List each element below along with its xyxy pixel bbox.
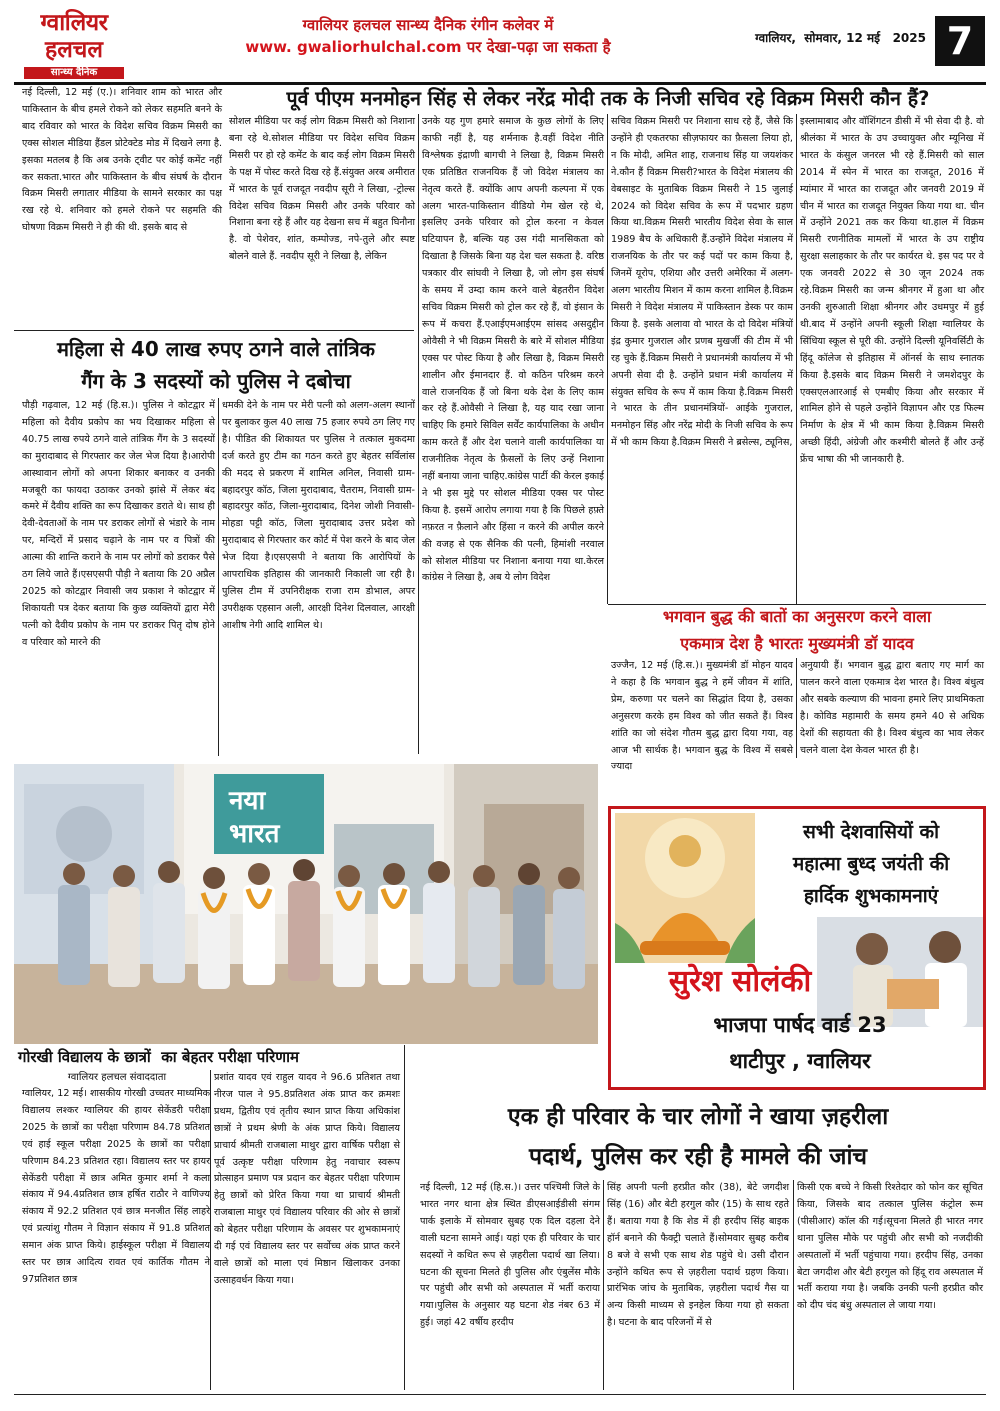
poison-headline-2: पदार्थ, पुलिस कर रही है मामले की जांच <box>528 1144 868 1170</box>
tantrik-col-2: धमकी देने के नाम पर मेरी पत्नी को अलग-अलग स्थानों पर बुलाकर कुल 40 लाख 75 हजार रुपये ठग लिए गए है। पीडित की शिकायत पर पुलिस ने तत्काल मुकदमा दर्ज करते हुए टीम का गठन करते हुए बेहतर सर्विलांस की मदद से प्रकरण में शामिल अनिल, निवासी ग्राम-बहादरपुर कॉठ, जिला मुरादाबाद, चैतराम, निवासी ग्राम-बहादरपुर कॉठ, जिला-मुरादाबाद, दिनेश जोशी निवासी-मोहडा पट्टी कॉठ, जिला मुरादाबाद उत्तर प्रदेश को मुरादाबाद से गिरफ्तार कर कोर्ट में पेश करने के बाद जेल भेज दिया है।एसएसपी ने बताया कि आरोपियों के आपराधिक इतिहास की जानकारी निकाली जा रही है। पुलिस टीम में उपनिरीक्षक राजा राम डोभाल, अपर उपरीक्षक एहसान अली, आरक्षी दिनेश दिलवाल, आरक्षी आशीष नेगी आदि शामिल थे। <box>222 400 415 631</box>
tantrik-col-1: पौड़ी गढ़वाल, 12 मई (हि.स.)। पुलिस ने कोटद्वार में महिला को दैवीय प्रकोप का भय दिखाकर महिला से 40.75 लाख रुपये ठगने वाले तांत्रिक गैंग के 3 सदस्यों का मुरादाबाद से गिरफ्तार कर जेल भेज दिया है।आरोपी आस्थावान लोगों को अपना शिकार बनाकर व उनकी मजबूरी का फायदा उठाकर उनको झांसे में लेकर बंद कमरे में दैवीय शक्ति का रूप दिखाकर डराते थे। साथ ही देवी-देवताओं के नाम पर डराकर लोगों से भंडारे के नाम पर, मन्दिरों में प्रसाद चढ़ाने के नाम पर व पित्रों की आत्मा की शान्ति कराने के नाम पर लोगों को डराकर पैसे ठग लिये जाते हैं।एसएसपी पौड़ी ने बताया कि 20 अप्रैल 2025 को कोटद्वार निवासी जय प्रकाश ने कोटद्वार में शिकायती पत्र देकर बताया कि कुछ व्यक्तियों द्वारा मेरी पत्नी को दैवीय प्रकोप के नाम पर डराकर पितृ दोष होने व परिवार को मारने की <box>22 400 215 648</box>
school-photo-svg <box>14 764 598 1044</box>
rule-tantrik-top <box>14 330 414 331</box>
tantrik-headline-1: महिला से 40 लाख रुपए ठगने वाले तांत्रिक <box>56 337 376 361</box>
promo-line1: ग्वालियर हलचल सान्ध्य दैनिक रंगीन कलेवर में <box>302 16 554 34</box>
school-col-1: ग्वालियर, 12 मई। शासकीय गोरखी उच्चतर माध्यमिक विद्यालय लश्कर ग्वालियर की हायर सेकेंडरी परीक्षा 2025 के छात्रों का परीक्षा परिणाम 84.78 प्रतिशत एवं हाई स्कूल परीक्षा 2025 के छात्रों का परीक्षा परिणाम 84.23 प्रतिशत रहा। विद्यालय स्तर पर हायर सेकेंडरी परीक्षा में छात्र अमित कुमार शर्मा ने कला संकाय में 94.4प्रतिशत छात्र हर्षित राठौर ने वाणिज्य संकाय में 92.2 प्रतिशत एवं छात्र मनजीत सिंह लाहरे एवं प्रत्यांशु गौतम ने विज्ञान संकाय में 91.8 प्रतिशत समान अंक प्राप्त किये। हाईस्कूल परीक्षा में विद्यालय स्तर पर छात्र आदित्य रावत एवं कार्तिक गौतम ने 97प्रतिशत छात्र <box>22 1088 210 1285</box>
logo-line1: ग्वालियर <box>40 10 108 36</box>
misri-col-3: सचिव विक्रम मिसरी पर निशाना साध रहे हैं, जैसे कि उन्होंने ही एकतरफा सीज़फायर का फ़ैसला लिया हो, न कि मोदी, अमित शाह, राजनाथ सिंह या जयशंकर ने.कौन हैं विक्रम मिसरी?भारत के विदेश मंत्रालय की वेबसाइट के मुताबिक विक्रम मिसरी ने 15 जुलाई 2024 को विदेश सचिव के रूप में पदभार ग्रहण किया था.विक्रम मिसरी भारतीय विदेश सेवा के साल 1989 बैच के अधिकारी हैं.उन्होंने विदेश मंत्रालय में राजनयिक के तौर पर कई पदों पर काम किया है, जिनमें यूरोप, एशिया और उत्तरी अमेरिका में अलग-अलग भारतीय मिशन में काम करना शामिल है.विक्रम मिसरी ने विदेश मंत्रालय में पाकिस्तान डेस्क पर काम किया है. इसके अलावा वो भारत के दो विदेश मंत्रियों इंद्र कुमार गुजराल और प्रणब मुखर्जी की टीम में भी रह चुके हैं.विक्रम मिसरी ने प्रधानमंत्री कार्यालय में भी अपनी सेवा दी है. उन्होंने प्रधान मंत्री कार्यालय में संयुक्त सचिव के रूप में काम किया है.विक्रम मिसरी ने भारत के तीन प्रधानमंत्रियों- आईके गुजराल, मनमोहन सिंह और नरेंद्र मोदी के निजी सचिव के रूप में भी काम किया है.विक्रम मिसरी ने ब्रसेल्स, ट्यूनिस, <box>611 116 793 449</box>
school-col-2: प्रशांत यादव एवं राहुल यादव ने 96.6 प्रतिशत तथा नीरज पाल ने 95.8प्रतिशत अंक प्राप्त कर क्रमशः प्रथम, द्वितीय एवं तृतीय स्थान प्राप्त किया अधिकांश छात्रों ने प्रथम श्रेणी के अंक प्राप्त किये। विद्यालय प्राचार्य श्रीमती राजबाला माथुर द्वारा वार्षिक परीक्षा से पूर्व उत्कृष्ट परीक्षा परिणाम हेतु नवाचार स्वरूप प्रोत्साहन प्रमाण पत्र प्रदान कर बेहतर परीक्षा परिणाम हेतु छात्रों को प्रेरित किया गया था प्राचार्य श्रीमती राजबाला माथुर एवं विद्यालय परिवार की ओर से छात्रों को बेहतर परीक्षा परिणाम के अवसर पर शुभकामनाएं दी गई एवं विद्यालय स्तर पर सर्वोच्च अंक प्राप्त करने वाले छात्रों को माला एवं मिष्ठान खिलाकर उनका उत्साहवर्धन किया गया। <box>214 1072 400 1286</box>
school-byline: ग्वालियर हलचल संवाददाता <box>67 1072 167 1083</box>
poison-col-2: सिंह अपनी पत्नी हरप्रीत कौर (38), बेटे जगदीश सिंह (16) और बेटी हरगुल कौर (15) के साथ रहते हैं। बताया गया है कि शेड में ही हरदीप सिंह बाइक हॉर्न बनाने की फैक्ट्री चलाते हैं।सोमवार सुबह करीब 8 बजे वे सभी एक साथ शेड पहुंचे थे। उसी दौरान उन्होंने कथित रूप से ज़हरीला पदार्थ ग्रहण किया।प्रारंभिक जांच के मुताबिक, ज़हरीला पदार्थ गैस या अन्य किसी माध्यम से इनहेल किया गया हो सकता है। घटना के बाद परिजनों में से <box>607 1182 789 1329</box>
ad-name: सुरेश सोलंकी <box>668 964 812 999</box>
divider <box>796 114 797 604</box>
poison-col-1: नई दिल्ली, 12 मई (हि.स.)। उत्तर पश्चिमी जिले के भारत नगर थाना क्षेत्र स्थित डीएसआईडीसी संगम पार्क इलाके में सोमवार सुबह एक दिल दहला देने वाली घटना सामने आई। यहां एक ही परिवार के चार सदस्यों ने कथित रूप से ज़हरीला पदार्थ खा लिया।घटना की सूचना मिलते ही पुलिस और एंबुलेंस मौके पर पहुंची और सभी को अस्पताल में भर्ती कराया गया।पुलिस के अनुसार यह घटना शेड नंबर 63 में हुई। जहां 42 वर्षीय हरदीप <box>420 1182 600 1329</box>
misri-headline: पूर्व पीएम मनमोहन सिंह से लेकर नरेंद्र मोदी तक के निजी सचिव रहे विक्रम मिसरी कौन हैं? <box>286 87 930 110</box>
divider <box>796 658 797 758</box>
story-nd-text: नई दिल्ली, 12 मई (ए.)। शनिवार शाम को भारत और पाकिस्तान के बीच हमले रोकने को लेकर सहमति बनने के बाद रविवार को भारत के विदेश सचिव विक्रम मिसरी का एक्स सोशल मीडिया हैंडल प्रोटेक्टेड मोड में दिखने लगा है. इसका मतलब है कि अब उनके ट्वीट पर कोई कमेंट नहीं कर सकता.भारत और पाकिस्तान के बीच संघर्ष के दौरान विक्रम मिसरी लगातार मीडिया के सामने सरकार का पक्ष रख रहे थे. शनिवार को हमले रोकने पर सहमति की घोषणा विक्रम मिसरी ने ही की थी. इसके बाद से <box>22 87 222 234</box>
misri-col-1: सोशल मीडिया पर कई लोग विक्रम मिसरी को निशाना बना रहे थे.सोशल मीडिया पर विदेश सचिव विक्रम मिसरी पर हो रहे कमेंट के बाद कई लोग विक्रम मिसरी के पक्ष में पोस्ट करते दिख रहे हैं.संयुक्त अरब अमीरात में भारत के पूर्व राजदूत नवदीप सूरी ने लिखा, -ट्रोल्स विदेश सचिव विक्रम मिसरी और उनके परिवार को निशाना बना रहे हैं और यह देखना सच में बहुत घिनौना है. वो पेशेवर, शांत, कम्पोज्ड, नपे-तुले और स्पष्ट बोलने वाले हैं. नवदीप सूरी ने लिखा है, लेकिन <box>229 116 415 263</box>
logo-tagline: सान्ध्य दैनिक <box>24 67 124 79</box>
divider <box>607 114 608 604</box>
school-photo <box>14 764 598 1044</box>
buddha-col-2: अनुयायी हैं। भगवान बुद्ध द्वारा बताए गए मार्ग का पालन करने वाला एकमात्र देश भारत है। विश्व बंधुत्व और सबके कल्याण की भावना हमारे लिए प्राथमिकता है। कोविड महामारी के समय हमने 40 से अधिक देशों की सहायता की है। विश्व बंधुत्व का भाव लेकर चलने वाला देश केवल भारत ही है। <box>800 660 984 756</box>
promo-url-link[interactable]: www. gwaliorhulchal.com <box>245 38 462 56</box>
divider <box>210 1070 211 1390</box>
masthead <box>0 0 1000 82</box>
misri-col-4: इस्लामाबाद और वॉशिंगटन डीसी में भी सेवा दी है. वो श्रीलंका में भारत के उप उच्चायुक्त और म्यूनिख में भारत के कंसुल जनरल भी रहे हैं.मिसरी को साल 2014 में स्पेन में भारत का राजदूत, 2016 में म्यांमार में भारत का राजदूत और जनवरी 2019 में चीन में भारत का राजदूत नियुक्त किया गया था. चीन में उन्होंने 2021 तक कर किया था.हाल में विक्रम मिसरी रणनीतिक मामलों में भारत के उप राष्ट्रीय सुरक्षा सलाहकार के तौर पर कार्यरत थे. इस पद पर वे एक जनवरी 2022 से 30 जून 2024 तक रहे.विक्रम मिसरी का जन्म श्रीनगर में हुआ था और उनकी शुरुआती शिक्षा श्रीनगर और उधमपुर में हुई थी.बाद में उन्होंने अपनी स्कूली शिक्षा ग्वालियर के सिंधिया स्कूल से पूरी की. उन्होंने दिल्ली यूनिवर्सिटी के हिंदू कॉलेज से इतिहास में ऑनर्स के साथ स्नातक किया है.इसके बाद विक्रम मिसरी ने जमशेदपुर के एक्सएलआरआई से एमबीए किया और सरकार में शामिल होने से पहले उन्होंने विज्ञापन और एड फिल्म निर्माण के क्षेत्र में भी काम किया है.विक्रम मिसरी अच्छी हिंदी, अंग्रेजी और कश्मीरी बोलते हैं और उन्हें फ्रेंच भाषा की भी जानकारी है. <box>800 116 984 466</box>
ad-line-2: महात्मा बुध्द जयंती की <box>792 853 950 875</box>
ad-designation: भाजपा पार्षद वार्ड 23 <box>713 1013 887 1037</box>
divider <box>603 1180 604 1390</box>
photo-banner-text-1: नया <box>229 786 266 816</box>
photo-banner-text-2: भारत <box>229 819 280 849</box>
poison-col-3: किसी एक बच्चे ने किसी रिश्तेदार को फोन कर सूचित किया, जिसके बाद तत्काल पुलिस कंट्रोल रूम (पीसीआर) कॉल की गई।सूचना मिलते ही भारत नगर थाना पुलिस मौके पर पहुंची और सभी को नजदीकी अस्पतालों में भर्ती पहुंचाया गया। हरदीप सिंह, उनका बेटा जगदीश और बेटी हरगुल को हिंदू राव अस्पताल में भर्ती कराया गया है। जबकि उनकी पत्नी हरप्रीत कौर को दीप चंद बंधु अस्पताल ले जाया गया। <box>797 1182 983 1312</box>
promo-line2-suffix: पर देखा-पढ़ा जा सकता है <box>461 38 611 56</box>
buddha-headline-1: भगवान बुद्ध की बातों का अनुसरण करने वाला <box>662 607 932 626</box>
divider <box>418 114 419 754</box>
buddha-headline-2: एकमात्र देश है भारतः मुख्यमंत्री डॉ यादव <box>680 634 914 653</box>
buddha-col-1: उज्जैन, 12 मई (हि.स.)। मुख्यमंत्री डॉ मोहन यादव ने कहा है कि भगवान बुद्ध ने हमें जीवन में शांति, प्रेम, करुणा पर चलने का सिद्धांत दिया है, उसका अनुसरण करके हम विश्व को जीत सकते हैं। विश्व शांति का जो संदेश गौतम बुद्ध द्वारा दिया गया, वह आज भी सार्थक है। भगवान बुद्ध के विश्व में सबसे ज्यादा <box>611 660 793 773</box>
promo-line2 <box>168 36 688 58</box>
page-number: 7 <box>935 16 985 66</box>
tantrik-headline-2: गैंग के 3 सदस्यों को पुलिस ने दबोचा <box>81 369 351 393</box>
divider <box>404 1045 405 1390</box>
poison-headline-1: एक ही परिवार के चार लोगों ने खाया ज़हरीला <box>507 1104 889 1130</box>
promo-banner <box>168 14 688 64</box>
logo <box>18 10 130 82</box>
page-bottom-rule <box>14 1394 986 1395</box>
divider <box>218 398 219 756</box>
misri-col-2: उनके यह गुण हमारे समाज के कुछ लोगों के लिए काफी नहीं है, यह शर्मनाक है.वहीं विदेश नीति विश्लेषक इंद्राणी बागची ने लिखा है, विक्रम मिसरी एक प्रतिष्ठित राजनयिक हैं जो विदेश मंत्रालय का नेतृत्व करते हैं. क्योंकि आप अपनी कल्पना में एक अलग भारत-पाकिस्तान वीडियो गेम खेल रहे थे, इसलिए उनके परिवार को ट्रोल करना न केवल घटियापन है, बल्कि यह उस गंदी मानसिकता को दिखाता है जिसके बिना यह देश चल सकता है. वरिष्ठ पत्रकार वीर सांघवी ने लिखा है, जो लोग इस संघर्ष के समय में उम्दा काम करने वाले बेहतरीन विदेश सचिव विक्रम मिसरी को ट्रोल कर रहे हैं, वो इंसान के रूप में कचरा हैं.एआईएमआईएम सांसद असदुद्दीन ओवैसी ने भी विक्रम मिसरी के बारे में सोशल मीडिया एक्स पर पोस्ट किया है और लिखा है, विक्रम मिसरी शालीन और ईमानदार हैं. वो कठिन परिश्रम करने वाले राजनयिक हैं जो बिना थके देश के लिए काम कर रहे हैं.ओवैसी ने लिखा है, यह याद रखा जाना चाहिए कि हमारे सिविल सर्वेंट कार्यपालिका के अधीन काम करते हैं और देश चलाने वाली कार्यपालिका या राजनीतिक नेतृत्व के फ़ैसलों के लिए उन्हें निशाना नहीं बनाया जाना चाहिए.कांग्रेस पार्टी की केरल इकाई ने भी इस मुद्दे पर सोशल मीडिया एक्स पर पोस्ट किया है. इसमें आरोप लगाया गया है कि पिछले हफ़्ते नफ़रत न फ़ैलाने और हिंसा न करने की अपील करने की वजह से एक सैनिक की पत्नी, हिमांशी नरवाल को सोशल मीडिया पर निशाना बनाया गया था.केरल कांग्रेस ने लिखा है, अब ये लोग विदेश <box>422 116 604 584</box>
ad-line-3: हार्दिक शुभकामनाएं <box>803 885 939 907</box>
divider <box>793 1180 794 1390</box>
logo-line2: हलचल <box>44 37 103 63</box>
ad-line-1: सभी देशवासियों को <box>802 821 940 843</box>
dateline: ग्वालियर, सोमवार, 12 मई 2025 <box>755 31 926 45</box>
ad-area: थाटीपुर , ग्वालियर <box>729 1049 871 1073</box>
buddha-image <box>615 813 755 963</box>
school-headline: गोरखी विद्यालय के छात्रों का बेहतर परीक्षा परिणाम <box>18 1048 299 1066</box>
jayanti-ad <box>608 806 986 1090</box>
